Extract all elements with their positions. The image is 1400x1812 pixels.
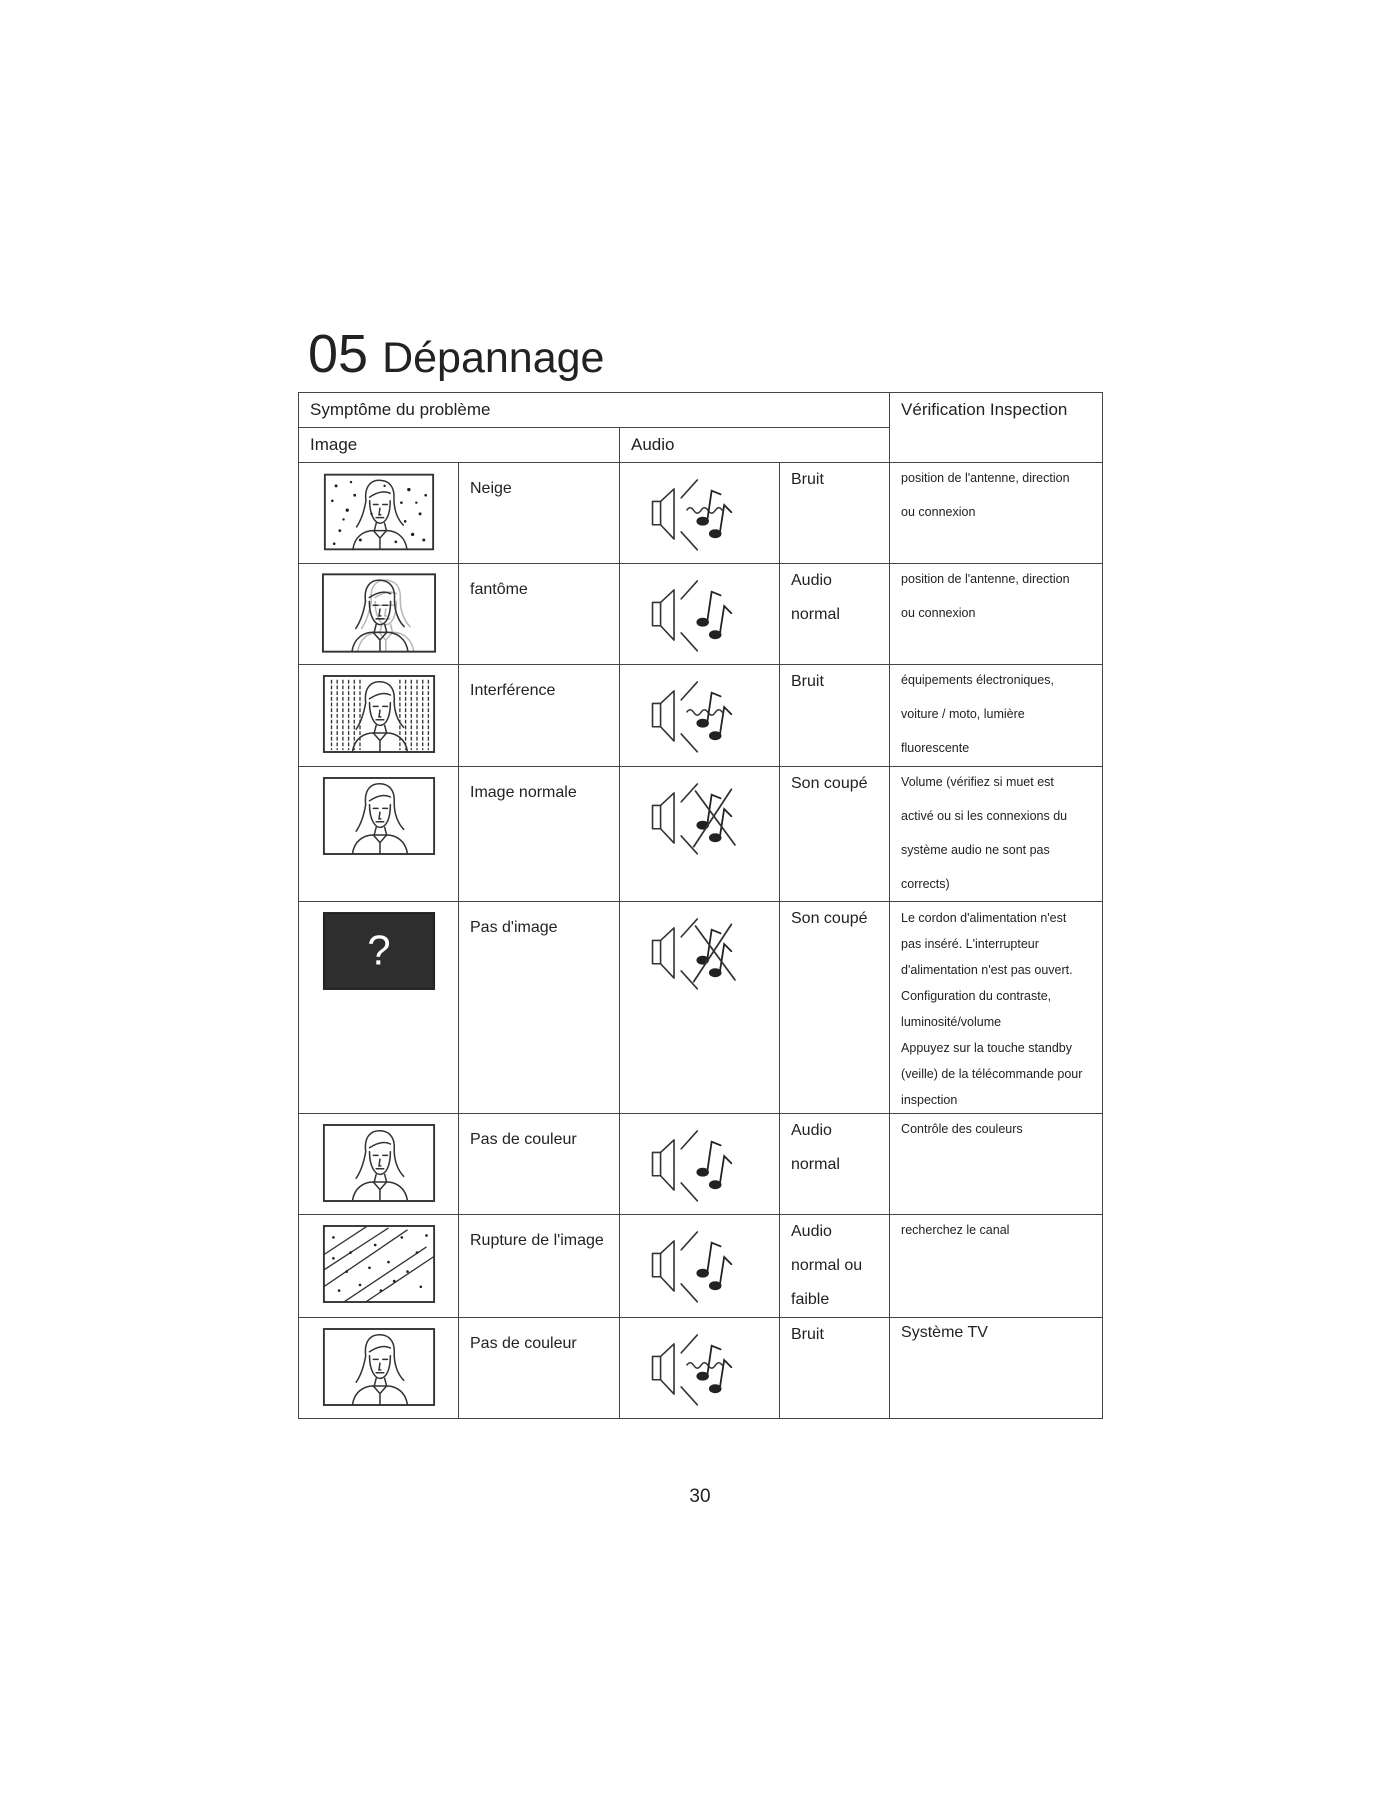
tv-ghost-icon (299, 564, 459, 665)
image-label: Pas de couleur (459, 1318, 620, 1419)
audio-label (780, 665, 890, 767)
table-row (299, 1318, 1103, 1419)
check-cell (890, 767, 1103, 902)
check-cell (890, 1215, 1103, 1318)
check-line: système audio ne sont pas (901, 843, 1050, 857)
header-image: Image (299, 428, 620, 463)
check-line: activé ou si les connexions du (901, 809, 1068, 823)
title-number: 05 (308, 324, 369, 384)
audio-line: Son coupé (791, 910, 868, 927)
check-cell (890, 902, 1103, 1114)
audio-line: Son coupé (791, 775, 868, 792)
check-line: fluorescente (901, 741, 970, 755)
image-label: fantôme (459, 564, 620, 665)
check-line: recherchez le canal (901, 1223, 1010, 1237)
image-label: Pas de couleur (459, 1114, 620, 1215)
check-cell (890, 564, 1103, 665)
audio-line: Bruit (791, 673, 824, 690)
audio-label (780, 463, 890, 564)
speaker-mute-icon (620, 902, 780, 1114)
table-row (299, 767, 1103, 902)
header-audio: Audio (620, 428, 890, 463)
check-line: inspection (901, 1093, 958, 1107)
image-label: Neige (459, 463, 620, 564)
table-row (299, 463, 1103, 564)
tv-normal-icon (299, 767, 459, 902)
table-row (299, 1215, 1103, 1318)
audio-label (780, 564, 890, 665)
page-number: 30 (689, 1486, 711, 1507)
table-row (299, 564, 1103, 665)
check-line: d'alimentation n'est pas ouvert. (901, 963, 1073, 977)
audio-line: Audio (791, 1223, 832, 1240)
tv-interference-icon (299, 665, 459, 767)
audio-label (780, 1318, 890, 1419)
audio-label (780, 1114, 890, 1215)
tv-no-picture-icon (299, 902, 459, 1114)
table-row (299, 665, 1103, 767)
speaker-normal-icon (620, 1215, 780, 1318)
audio-line: normal (791, 1156, 840, 1173)
check-cell (890, 1114, 1103, 1215)
speaker-noise-icon (620, 463, 780, 564)
image-label: Interférence (459, 665, 620, 767)
audio-line: normal (791, 606, 840, 623)
check-cell (890, 1318, 1103, 1419)
page-title (308, 323, 604, 385)
image-label: Rupture de l'image (459, 1215, 620, 1318)
check-cell (890, 665, 1103, 767)
audio-line: Bruit (791, 471, 824, 488)
header-verification: Vérification Inspection (890, 393, 1103, 463)
check-line: ou connexion (901, 505, 976, 519)
image-label: Pas d'image (459, 902, 620, 1114)
audio-label (780, 1215, 890, 1318)
check-line: corrects) (901, 877, 950, 891)
audio-line: Bruit (791, 1326, 824, 1343)
check-line: Configuration du contraste, (901, 989, 1052, 1003)
check-line: pas inséré. L'interrupteur (901, 937, 1039, 951)
check-line: position de l'antenne, direction (901, 572, 1070, 586)
speaker-normal-icon (620, 1114, 780, 1215)
troubleshooting-table (298, 392, 1103, 1419)
audio-label (780, 767, 890, 902)
tv-normal-icon (299, 1318, 459, 1419)
audio-label (780, 902, 890, 1114)
check-line: équipements électroniques, (901, 673, 1054, 687)
tv-normal-icon (299, 1114, 459, 1215)
check-line: luminosité/volume (901, 1015, 1002, 1029)
check-line: Système TV (901, 1324, 988, 1341)
audio-line: Audio (791, 1122, 832, 1139)
speaker-noise-icon (620, 1318, 780, 1419)
check-line: Contrôle des couleurs (901, 1122, 1023, 1136)
check-line: Volume (vérifiez si muet est (901, 775, 1054, 789)
tv-snow-icon (299, 463, 459, 564)
check-line: (veille) de la télécommande pour (901, 1067, 1083, 1081)
header-symptom: Symptôme du problème (299, 393, 890, 428)
speaker-normal-icon (620, 564, 780, 665)
audio-line: faible (791, 1291, 830, 1308)
svg-text:?: ? (366, 926, 391, 974)
check-line: Appuyez sur la touche standby (901, 1041, 1072, 1055)
speaker-mute-icon (620, 767, 780, 902)
check-cell (890, 463, 1103, 564)
check-line: voiture / moto, lumière (901, 707, 1025, 721)
table-row (299, 902, 1103, 1114)
audio-line: normal ou (791, 1257, 863, 1274)
tv-broken-icon (299, 1215, 459, 1318)
title-word: Dépannage (382, 334, 605, 382)
check-line: Le cordon d'alimentation n'est (901, 911, 1067, 925)
image-label: Image normale (459, 767, 620, 902)
check-line: ou connexion (901, 606, 976, 620)
audio-line: Audio (791, 572, 832, 589)
check-line: position de l'antenne, direction (901, 471, 1070, 485)
speaker-noise-icon (620, 665, 780, 767)
table-row (299, 1114, 1103, 1215)
